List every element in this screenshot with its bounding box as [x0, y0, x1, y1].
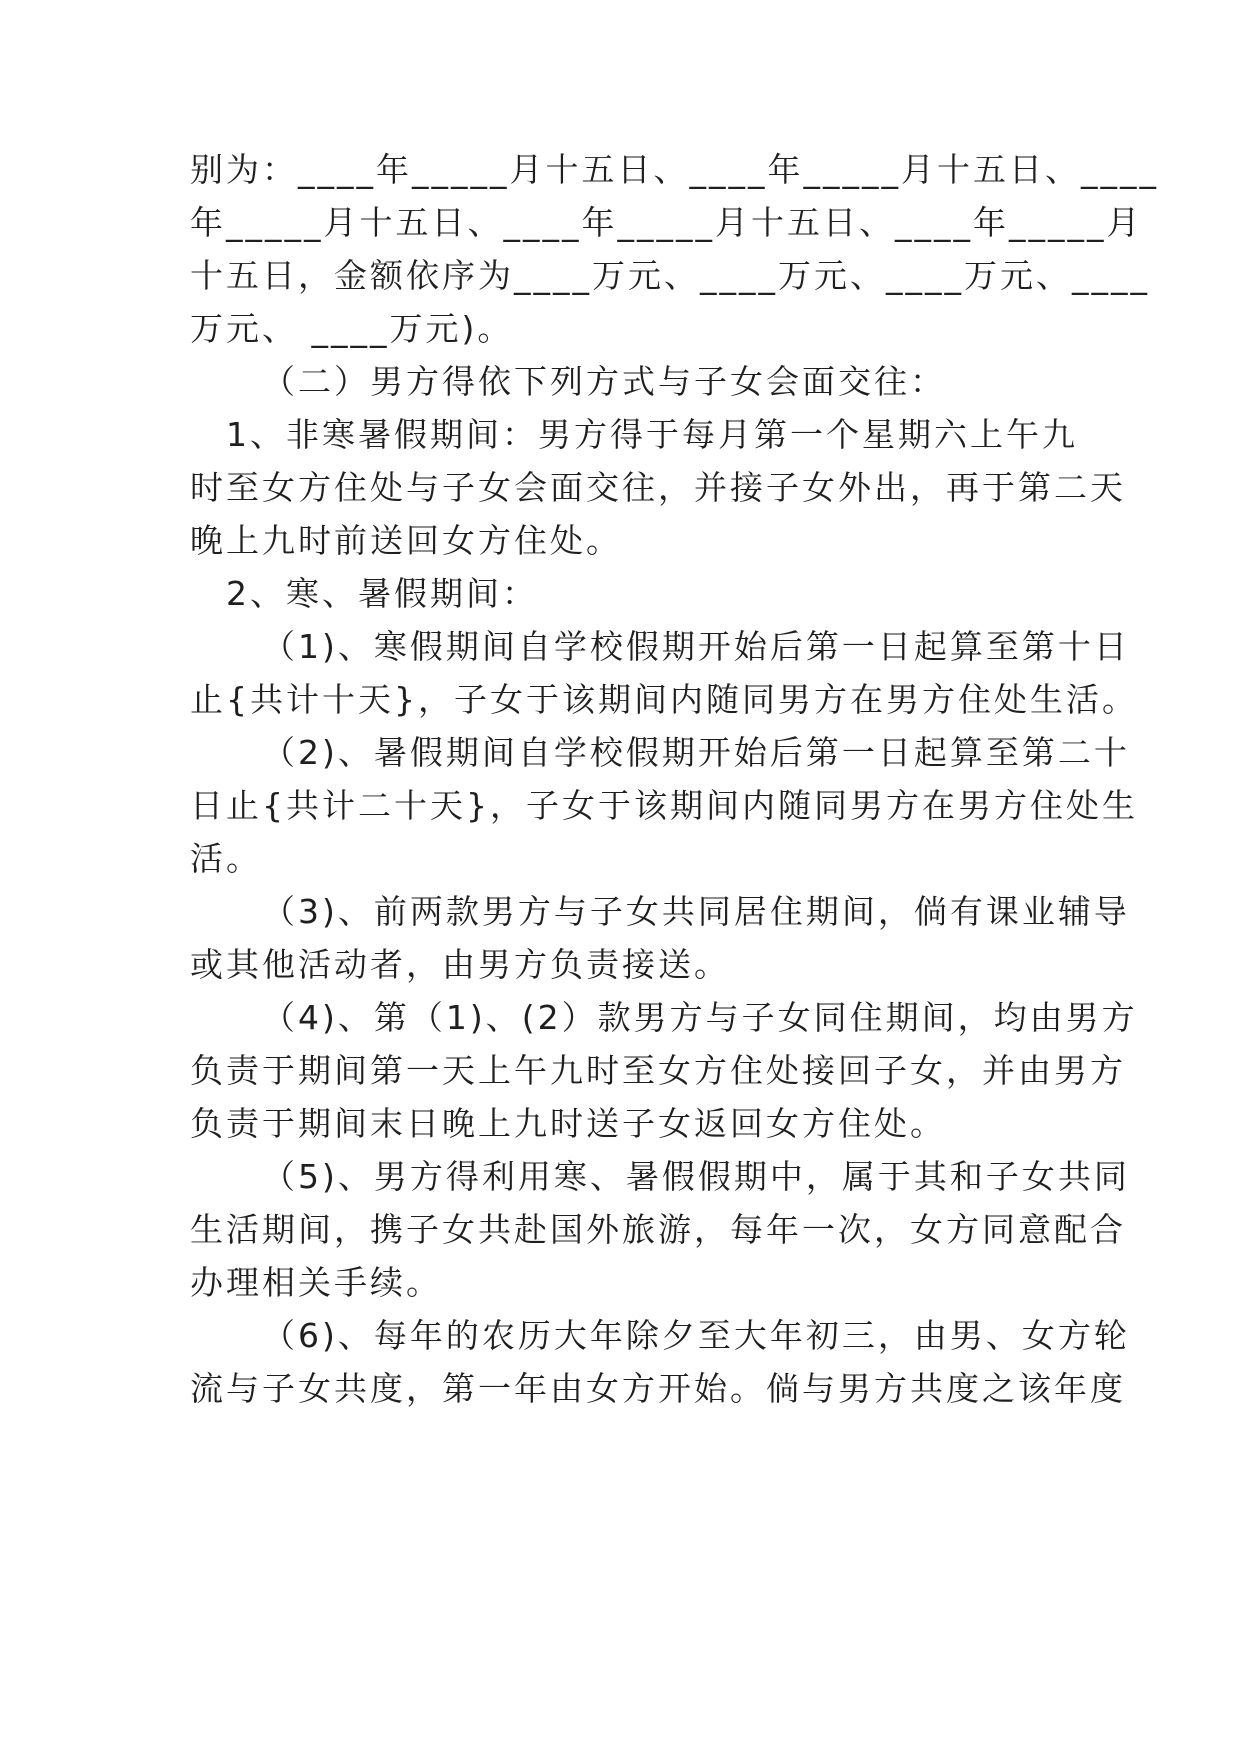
text-line: 时至女方住处与子女会面交往，并接子女外出，再于第二天	[190, 468, 1126, 507]
text-line: （2)、暑假期间自学校假期开始后第一日起算至第二十	[262, 733, 1130, 772]
text-line: （4)、第（1)、(2）款男方与子女同住期间，均由男方	[262, 998, 1138, 1037]
text-line: 生活期间，携子女共赴国外旅游，每年一次，女方同意配合	[190, 1210, 1126, 1249]
text-line: 活。	[190, 839, 262, 878]
text-line: （6)、每年的农历大年除夕至大年初三，由男、女方轮	[262, 1316, 1130, 1355]
text-line: 办理相关手续。	[190, 1263, 442, 1302]
text-line: 2、寒、暑假期间：	[226, 574, 538, 613]
text-line: 日止{共计二十天}，子女于该期间内随同男方在男方住处生	[190, 786, 1138, 825]
text-line: 万元、 ____万元)。	[190, 309, 514, 348]
text-line: 1、非寒暑假期间：男方得于每月第一个星期六上午九	[226, 415, 1078, 454]
text-line: 别为：____年_____月十五日、____年_____月十五日、____	[190, 150, 1159, 189]
text-line: （5)、男方得利用寒、暑假假期中，属于其和子女共同	[262, 1157, 1130, 1196]
text-line: 流与子女共度，第一年由女方开始。倘与男方共度之该年度	[190, 1369, 1126, 1408]
section-heading: （二）男方得依下列方式与子女会面交往：	[262, 362, 946, 401]
text-line: 负责于期间第一天上午九时至女方住处接回子女，并由男方	[190, 1051, 1126, 1090]
text-line: 负责于期间末日晚上九时送子女返回女方住处。	[190, 1104, 946, 1143]
text-line: 或其他活动者，由男方负责接送。	[190, 945, 730, 984]
text-line: 年_____月十五日、____年_____月十五日、____年_____月	[190, 203, 1143, 242]
text-line: （3)、前两款男方与子女共同居住期间，倘有课业辅导	[262, 892, 1130, 931]
text-line: 十五日，金额依序为____万元、____万元、____万元、____	[190, 256, 1150, 295]
text-line: 止{共计十天}，子女于该期间内随同男方在男方住处生活。	[190, 680, 1138, 719]
text-line: （1)、寒假期间自学校假期开始后第一日起算至第十日	[262, 627, 1130, 666]
text-line: 晚上九时前送回女方住处。	[190, 521, 622, 560]
